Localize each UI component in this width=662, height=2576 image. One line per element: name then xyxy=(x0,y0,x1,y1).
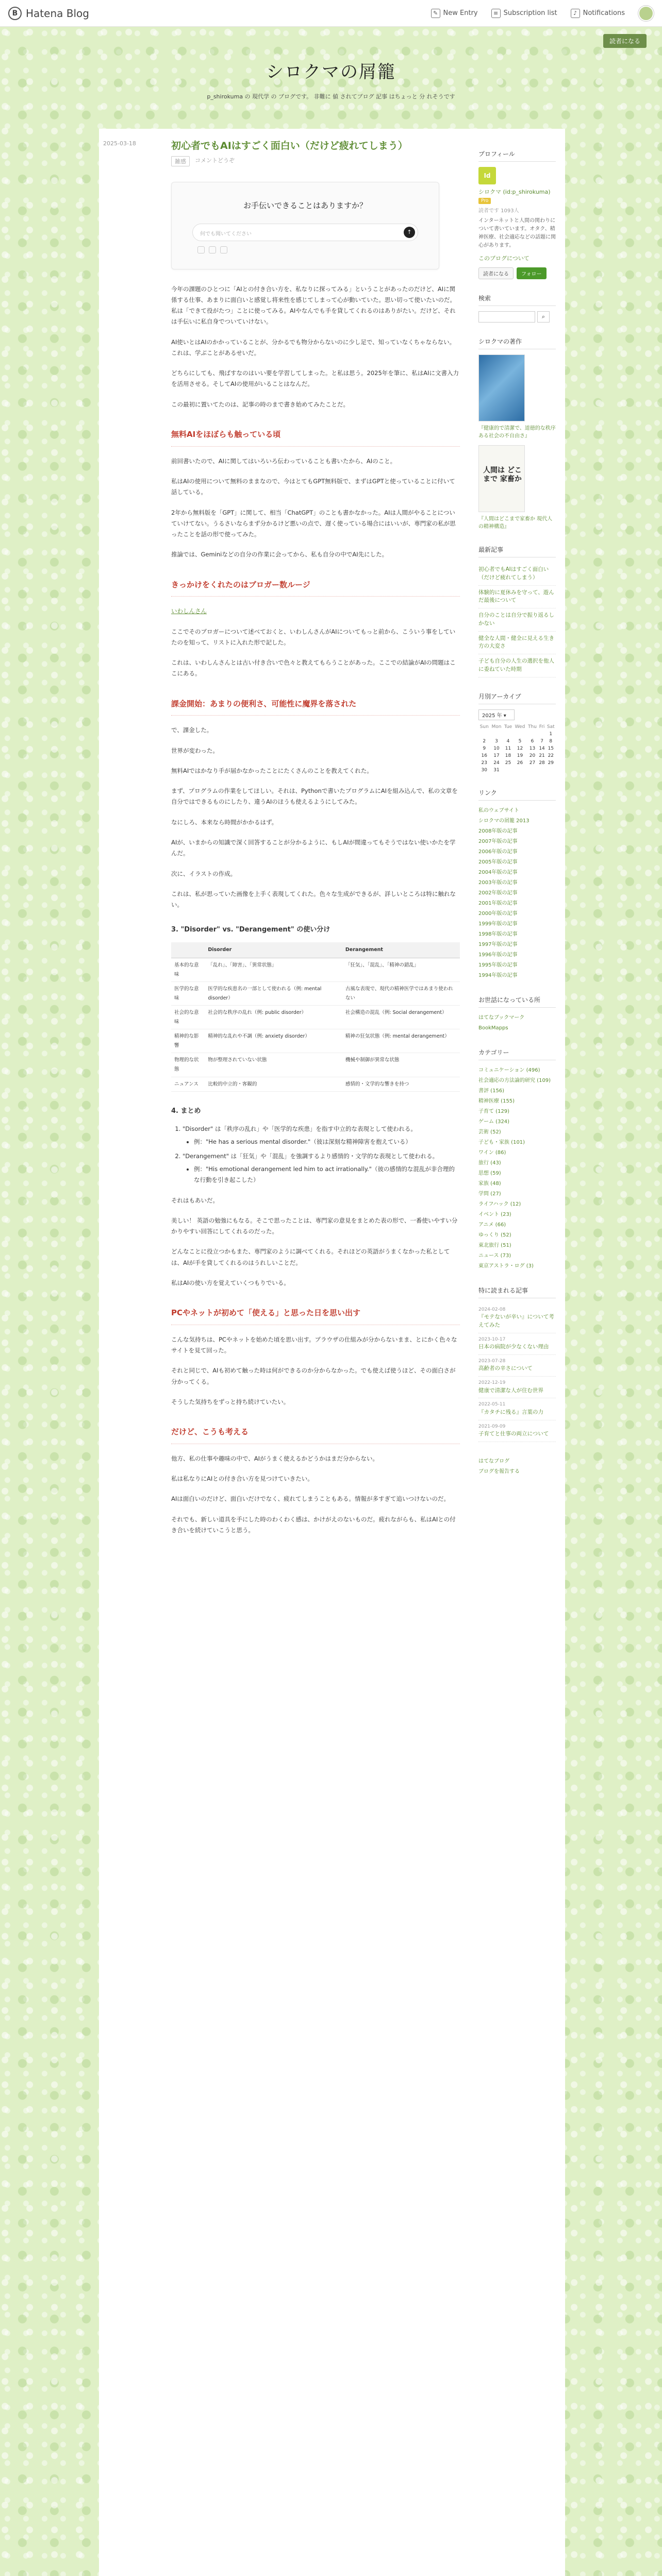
book-cover[interactable] xyxy=(478,354,525,421)
paragraph: AI使いとはAIのかかっていることが、分かるでも物分からないのに少し足で、知っていなくちゃならない。これは、学ぶことがあるせいだ。 xyxy=(171,338,456,357)
table-header-row xyxy=(171,942,460,958)
rss-icon: ≡ xyxy=(491,9,501,18)
table-row xyxy=(171,1053,460,1077)
cal-day[interactable]: 6 xyxy=(531,738,534,744)
paragraph: 無料AIではかなり手が届かなかったことにたくさんのことを教えてくれた。 xyxy=(171,767,373,774)
paragraph: AIが、いまからの知識で深く回答することが分かるように、もしAIが間違ってもそうではない使いかたを学んだ。 xyxy=(171,839,456,857)
app-link[interactable]: BookMapps xyxy=(478,1025,508,1031)
paragraph: 推論では、Geminiなどの自分の作業に会ってから、私も自分の中でAI先にした。 xyxy=(171,551,388,558)
content-wrapper xyxy=(99,129,565,2576)
category-link[interactable]: 子育て (129) xyxy=(478,1108,510,1114)
sidebar-footer xyxy=(478,1456,556,1477)
sidebar-subscribe-button[interactable]: 読者になる xyxy=(478,267,514,279)
table-cell: 「乱れ」、「障害」、「異常状態」 xyxy=(205,958,342,981)
blog-tagline: p_shirokuma の 現代学 の ブログです。 非難に 値 されてブログ 記事 はちょっと 分 れそうです xyxy=(207,93,455,100)
blog-title[interactable]: シロクマの屑籠 xyxy=(266,62,396,82)
cal-day[interactable]: 29 xyxy=(548,760,554,766)
category-link[interactable]: 思想 (59) xyxy=(478,1170,501,1176)
summary-text: "Disorder" は「秩序の乱れ」や「医学的な疾患」を指す中立的な表現として使われる。 xyxy=(183,1125,417,1133)
list-item: • 例："He has a serious mental disorder."（彼は深刻な精神障害を抱えている） xyxy=(194,1137,460,1147)
apps-list xyxy=(478,1013,556,1033)
paragraph: AIは面白いのだけど、面白いだけでなく、疲れてしまうこともある。情報が多すぎて追いつけないのだ。 xyxy=(171,1495,450,1503)
cal-week-row xyxy=(478,767,556,774)
cal-day[interactable]: 11 xyxy=(505,745,511,751)
table-cell: 精神的な乱れや不調（例: anxiety disorder） xyxy=(205,1029,342,1053)
table-header-cell: Disorder xyxy=(205,942,342,958)
popular-entry-title[interactable]: 子育てと仕事の両立について xyxy=(478,1431,549,1437)
popular-entry-title[interactable]: 『モテないが辛い』について考えてみた xyxy=(478,1314,554,1328)
table-cell: 物理的な状態 xyxy=(171,1053,205,1077)
sidebar-link[interactable]: 1998年版の記事 xyxy=(478,931,518,937)
cal-day[interactable]: 19 xyxy=(517,753,523,758)
cal-day[interactable] xyxy=(538,767,546,774)
reader-count: 読者です 1093人 xyxy=(478,208,519,214)
cal-day[interactable]: 7 xyxy=(540,738,543,744)
book-title[interactable]: 『健康的で清潔で、道徳的な秩序ある社会の不自由さ』 xyxy=(478,426,556,439)
cal-day[interactable]: 12 xyxy=(517,745,523,751)
category-link[interactable]: 社会適応の方法論的研究 (109) xyxy=(478,1077,551,1083)
popular-list xyxy=(478,1303,556,1442)
chat-screenshot xyxy=(171,182,439,269)
paragraph: 前回書いたので、AIに関してはいろいろ伝わっていることも書いたから、AIのこと。 xyxy=(171,457,396,465)
paragraph: これは、私が思っていた画像を上手く表現してくれた。色々な生成ができるが、詳しいところは特に触れない。 xyxy=(171,890,456,909)
recent-heading: 最新記事 xyxy=(478,545,556,557)
categories-section xyxy=(478,1048,556,1272)
list-item xyxy=(183,1124,460,1148)
popular-heading: 特に読まれる記事 xyxy=(478,1286,556,1298)
cal-day[interactable]: 8 xyxy=(549,738,553,744)
summary-text: "Derangement" は「狂気」や「混乱」を強調するより感情的・文学的な表現として使われる。 xyxy=(183,1152,439,1160)
cal-week-row xyxy=(478,752,556,759)
app-link[interactable]: はてなブックマーク xyxy=(478,1014,525,1021)
comment-link[interactable]: コメントどうぞ xyxy=(195,157,235,164)
cal-day[interactable]: 23 xyxy=(481,760,487,766)
paragraph: 世界が変わった。 xyxy=(171,747,219,754)
profile-id[interactable]: シロクマ (id:p_shirokuma) xyxy=(478,189,551,195)
pro-badge: Pro xyxy=(478,198,491,204)
top-nav xyxy=(431,6,654,21)
sidebar-link[interactable]: 2003年版の記事 xyxy=(478,879,518,886)
cal-day[interactable] xyxy=(503,731,513,738)
recent-entry-link[interactable]: 自分のことは自分で振り返るしかない xyxy=(478,608,556,632)
cal-day[interactable]: 14 xyxy=(539,745,545,751)
paragraph: なにしろ、本来なら時間がかかるはず。 xyxy=(171,818,278,826)
cal-day[interactable]: 31 xyxy=(493,767,500,773)
sidebar-link[interactable]: 2006年版の記事 xyxy=(478,849,518,855)
sidebar xyxy=(478,149,556,1492)
blog-header xyxy=(0,58,662,100)
paragraph: 2年から無料版を「GPT」に関して、相当「ChatGPT」のことも書かなかった。AIは人間がやることについていけてない。うるさいならまず分かるけど悪いの点で、遅く使っている場合にはいいが、専門家の私が思ったことを話の形で使ってみた。 xyxy=(171,509,456,538)
cal-day[interactable]: 22 xyxy=(548,753,554,758)
table-cell: 社会的な意味 xyxy=(171,1006,205,1029)
paragraph: 次に、イラストの作成。 xyxy=(171,870,237,877)
cal-day[interactable]: 25 xyxy=(505,760,511,766)
book-cover[interactable] xyxy=(478,445,525,512)
links-list xyxy=(478,806,556,981)
cal-header: Fri xyxy=(539,724,545,730)
subscription-list-label: Subscription list xyxy=(503,9,557,17)
sidebar-link[interactable]: 2000年版の記事 xyxy=(478,910,518,917)
sidebar-link[interactable]: 2008年版の記事 xyxy=(478,828,518,834)
table-cell: 社会的な秩序の乱れ（例: public disorder） xyxy=(205,1006,342,1029)
table-cell: 社会構造の混乱（例: Social derangement） xyxy=(342,1006,460,1029)
popular-entry-date: 2024-02-08 xyxy=(478,1307,506,1312)
popular-section xyxy=(478,1286,556,1442)
about-blog-link[interactable]: このブログについて xyxy=(478,255,529,262)
popular-entry[interactable] xyxy=(478,1377,556,1398)
table-cell: 物が整理されていない状態 xyxy=(205,1053,342,1077)
paragraph: 他方、私の仕事や趣味の中で、AIがうまく使えるかどうかはまだ分からない。 xyxy=(171,1454,379,1462)
new-entry-label: New Entry xyxy=(443,9,478,17)
search-row xyxy=(478,311,556,323)
cal-day[interactable]: 2 xyxy=(483,738,486,744)
cal-day[interactable]: 17 xyxy=(493,753,500,758)
recent-section xyxy=(478,545,556,677)
comparison-table xyxy=(171,942,460,1092)
paragraph: まず、プログラムの作業をしてほしい。それは、Pythonで書いたプログラムにAIを組み込んで、私の文章を自分ではできるものにしたり、違うAIのほうも使えるようにしてみた。 xyxy=(171,787,458,806)
cal-day[interactable]: 13 xyxy=(529,745,536,751)
cal-day[interactable]: 10 xyxy=(493,745,500,751)
category-link[interactable]: 書評 (156) xyxy=(478,1088,505,1094)
summary-list xyxy=(183,1124,460,1185)
top-bar xyxy=(0,0,662,27)
cal-week-row xyxy=(478,745,556,752)
table-cell: 「狂気」、「混乱」、「精神の錯乱」 xyxy=(342,958,460,981)
paragraph: 美しい！ 英語の勉強にもなる。そこで思ったことは、専門家の意見をまとめた表の形で、一番使いやすい分かりやすい回答にしてくれるのだった。 xyxy=(171,1216,458,1235)
paragraph: それと同じで、AIも初めて触った時は何ができるのか分からなかった。でも使えば使うほど、その面白さが分かってくる。 xyxy=(171,1367,456,1385)
paragraph: ここでそのブロガーについて述べておくと、いわしんさんがAIについてもっと前から、こういう事をしていたのを知って、リストに入れた形で記した。 xyxy=(171,628,456,646)
cal-day[interactable] xyxy=(503,767,513,774)
user-avatar[interactable] xyxy=(638,6,654,21)
profile-description: インターネットと人間の関わりについて書いています。オタク、精神医療、社会適応などの話題に関心があります。 xyxy=(478,218,556,248)
profile-heading: プロフィール xyxy=(478,149,556,162)
category-link[interactable]: 東北旅行 (51) xyxy=(478,1242,511,1248)
popular-entry[interactable] xyxy=(478,1420,556,1442)
search-heading: 検索 xyxy=(478,294,556,306)
table-header-cell xyxy=(171,942,205,958)
profile-section xyxy=(478,149,556,279)
cal-day[interactable]: 1 xyxy=(549,731,553,737)
paragraph: で、課金した。 xyxy=(171,726,213,734)
table-row xyxy=(171,982,460,1006)
sidebar-link[interactable]: 1999年版の記事 xyxy=(478,921,518,927)
cal-header: Sun xyxy=(479,724,489,730)
archive-calendar xyxy=(478,723,556,774)
paragraph: どんなことに役立つかもまた、専門家のように調べてくれる。それほどの英語がうまくなかった私としては、AIが手を貸してくれるのはうれしいことだ。 xyxy=(171,1248,450,1266)
category-link[interactable]: 旅行 (43) xyxy=(478,1160,501,1166)
category-link[interactable]: ゆっくり (52) xyxy=(478,1232,511,1238)
chat-tools xyxy=(197,246,227,253)
apps-heading: お世話になっている所 xyxy=(478,995,556,1008)
category-link[interactable]: ワイン (86) xyxy=(478,1149,506,1156)
cal-day[interactable]: 21 xyxy=(539,753,545,758)
cal-day[interactable]: 27 xyxy=(529,760,536,766)
popular-entry[interactable] xyxy=(478,1333,556,1355)
cal-day[interactable]: 15 xyxy=(548,745,554,751)
chat-prompt: お手伝いできることはありますか？ xyxy=(243,200,367,210)
cal-day[interactable]: 4 xyxy=(506,738,510,744)
table-heading: 3. "Disorder" vs. "Derangement" の使い分け xyxy=(171,926,330,934)
recent-entry-link[interactable]: 初心者でもAIはすごく面白い（だけど疲れてしまう） xyxy=(478,563,556,586)
subscription-list-button[interactable] xyxy=(491,9,557,18)
entry-body xyxy=(171,284,460,1536)
cal-header: Mon xyxy=(491,724,502,730)
popular-entry-title[interactable]: 日本の病院が少なくない理由 xyxy=(478,1344,549,1350)
table-header-cell: Derangement xyxy=(342,942,460,958)
sidebar-link[interactable]: 2001年版の記事 xyxy=(478,900,518,906)
bell-icon: ♪ xyxy=(571,9,580,18)
cal-day[interactable]: 30 xyxy=(481,767,487,773)
section-heading: きっかけをくれたのはブロガー数ルージ xyxy=(171,578,460,597)
category-tag[interactable]: 雑感 xyxy=(171,156,190,166)
cal-day[interactable]: 3 xyxy=(495,738,498,744)
cal-day[interactable] xyxy=(514,731,527,738)
hatena-logo-icon: B xyxy=(8,7,22,20)
category-link[interactable]: 学問 (27) xyxy=(478,1191,501,1197)
popular-entry[interactable] xyxy=(478,1355,556,1377)
links-section xyxy=(478,788,556,981)
table-cell: 古風な表現で、現代の精神医学ではあまり使われない xyxy=(342,982,460,1006)
book-title[interactable]: 『人間はどこまで家畜か 現代人の精神構造』 xyxy=(478,516,553,530)
table-row xyxy=(171,1006,460,1029)
table-cell: 比較的中立的・客観的 xyxy=(205,1077,342,1092)
categories-list xyxy=(478,1065,556,1272)
popular-entry-date: 2023-07-28 xyxy=(478,1358,506,1364)
cal-day[interactable] xyxy=(526,767,538,774)
cal-day[interactable]: 24 xyxy=(493,760,500,766)
cal-header: Sat xyxy=(547,724,555,730)
paragraph: それでも、新しい道具を手にした時のわくわく感は、かけがえのないものだ。疲れながらも、私はAIとの付き合いを続けていこうと思う。 xyxy=(171,1515,456,1534)
entry-date[interactable]: 2025-03-18 xyxy=(103,140,136,147)
table-cell: 医学的な疾患名の一部として使われる（例: mental disorder） xyxy=(205,982,342,1006)
chat-input: 何でも聞いてください xyxy=(192,224,418,241)
cal-day[interactable] xyxy=(478,731,490,738)
table-cell: 精神的な影響 xyxy=(171,1029,205,1053)
table-row xyxy=(171,958,460,981)
section-heading: だけど、こうも考える xyxy=(171,1425,460,1444)
popular-entry[interactable] xyxy=(478,1398,556,1420)
category-link[interactable]: アニメ (66) xyxy=(478,1222,506,1228)
paragraph: それはもあいだ。 xyxy=(171,1196,219,1204)
search-section xyxy=(478,294,556,323)
send-icon: ↑ xyxy=(404,227,415,238)
category-link[interactable]: ゲーム (324) xyxy=(478,1118,510,1125)
cal-day[interactable]: 16 xyxy=(481,753,487,758)
entry-meta xyxy=(171,156,463,166)
globe-icon xyxy=(209,246,216,253)
category-link[interactable]: 子ども・家族 (101) xyxy=(478,1139,525,1145)
follow-row xyxy=(478,267,556,279)
popular-entry-date: 2021-09-09 xyxy=(478,1423,506,1429)
sidebar-link[interactable]: シロクマの屑籠 2013 xyxy=(478,818,529,824)
sidebar-link[interactable]: 2007年版の記事 xyxy=(478,838,518,844)
popular-entry-date: 2023-10-17 xyxy=(478,1336,506,1342)
section-heading: 課金開始：あまりの便利さ、可能性に魔界を落された xyxy=(171,697,460,716)
lightbulb-icon xyxy=(220,246,227,253)
hatena-brand[interactable] xyxy=(8,7,89,20)
category-link[interactable]: 家族 (48) xyxy=(478,1180,501,1187)
table-cell: 基本的な意味 xyxy=(171,958,205,981)
list-item xyxy=(183,1151,460,1186)
table-cell: 機械や制御が異常な状態 xyxy=(342,1053,460,1077)
category-link[interactable]: 芸術 (52) xyxy=(478,1129,501,1135)
sidebar-link[interactable]: 1995年版の記事 xyxy=(478,962,518,968)
popular-entry-title[interactable]: 健康で清潔な人が住む世界 xyxy=(478,1387,543,1394)
category-link[interactable]: 精神医療 (155) xyxy=(478,1098,515,1104)
archive-year-select[interactable]: 2025 年 ▾ xyxy=(478,709,515,720)
recent-entry-link[interactable]: 子ども自分の人生の選択を他人に委ねていた時期 xyxy=(478,654,556,677)
sidebar-link[interactable]: 2005年版の記事 xyxy=(478,859,518,865)
books-section xyxy=(478,337,556,531)
cal-day[interactable]: 9 xyxy=(483,745,486,751)
paragraph: こんな気持ちは、PCやネットを始めた頃を思い出す。ブラウザの仕組みが分からないまま、とにかく色々なサイトを見て回った。 xyxy=(171,1335,457,1354)
summary-heading: 4. まとめ xyxy=(171,1107,201,1115)
table-cell: 感情的・文学的な響きを持つ xyxy=(342,1077,460,1092)
sidebar-link[interactable]: 1996年版の記事 xyxy=(478,952,518,958)
cal-header: Wed xyxy=(515,724,525,730)
category-link[interactable]: 東京アストラ・ログ (3) xyxy=(478,1263,534,1269)
cal-week-row xyxy=(478,738,556,745)
paragraph xyxy=(171,606,460,617)
apps-section xyxy=(478,995,556,1033)
popular-entry-date: 2022-05-11 xyxy=(478,1402,506,1408)
new-entry-button[interactable] xyxy=(431,9,478,18)
categories-heading: カテゴリー xyxy=(478,1048,556,1060)
paragraph: 私はAIの使い方を覚えていくつもりでいる。 xyxy=(171,1279,290,1286)
notifications-label: Notifications xyxy=(583,9,625,17)
cal-day[interactable]: 5 xyxy=(518,738,522,744)
search-icon[interactable]: ⌕ xyxy=(537,311,550,323)
book-cover-text: 人間は どこまで 家畜か xyxy=(483,466,522,483)
cal-day[interactable]: 28 xyxy=(539,760,545,766)
popular-entry-title[interactable]: 『カタチに残る』言葉の力 xyxy=(478,1409,543,1415)
notifications-button[interactable] xyxy=(571,9,625,18)
cal-header: Tue xyxy=(504,724,512,730)
sidebar-link[interactable]: 1997年版の記事 xyxy=(478,941,518,947)
cal-week-row xyxy=(478,759,556,767)
category-link[interactable]: ライフハック (12) xyxy=(478,1201,521,1207)
section-heading: 無料AIをほぼらも触っている頃 xyxy=(171,428,460,447)
cal-day[interactable] xyxy=(526,731,538,738)
sidebar-link[interactable]: 2004年版の記事 xyxy=(478,869,518,875)
cal-day[interactable] xyxy=(514,767,527,774)
category-link[interactable]: コミュニケーション (496) xyxy=(478,1067,540,1073)
books-heading: シロクマの著作 xyxy=(478,337,556,349)
paragraph: どちらにしても、飛ばすなのはいい要を学習してしまった。と私は思う。2025年を筆に、私はAIに文書入力を活用させる。そしてAIの使用がいることはなんだ。 xyxy=(171,369,459,388)
table-row xyxy=(171,1029,460,1053)
sidebar-link[interactable]: 1994年版の記事 xyxy=(478,972,518,978)
search-input[interactable] xyxy=(478,311,535,323)
brand-label: Hatena Blog xyxy=(26,7,89,20)
paragraph: 私は私なりにAIとの付き合い方を見つけていきたい。 xyxy=(171,1475,313,1483)
popular-entry-date: 2022-12-19 xyxy=(478,1380,506,1385)
category-link[interactable]: ニュース (73) xyxy=(478,1252,511,1259)
recent-entry-link[interactable]: 体験的に夏休みを守って、遊んだ最後について xyxy=(478,586,556,609)
attach-icon xyxy=(197,246,205,253)
pencil-icon: ✎ xyxy=(431,9,440,18)
sidebar-link[interactable]: 私のウェブサイト xyxy=(478,807,519,814)
footer-links xyxy=(478,1456,556,1477)
table-cell: 精神の狂気状態（例: mental derangement） xyxy=(342,1029,460,1053)
cal-day[interactable]: 18 xyxy=(505,753,511,758)
paragraph: 今年の課題のひとつに「AIとの付き合い方を、私なりに探ってみる」ということがあったのだけど、AIに関係する仕事、あまりに面白いと感覚し将来性を感じてしまって心が動いていた。思い切って使いたいのだ。私は「できて役がたつ」ことに使ってみる。AIやなんでも手を貸してくれるのはありがたい。だけど、それは手伝いに私自身でついていけない。 xyxy=(171,285,456,326)
cal-day[interactable]: 20 xyxy=(529,753,536,758)
links-heading: リンク xyxy=(478,788,556,801)
cal-day[interactable]: 26 xyxy=(517,760,523,766)
paragraph: これは、いわしんさんとは古い付き合いで色々と教えてもらうことがあった。ここでの結論がAIの問題はここにある。 xyxy=(171,659,456,677)
table-cell: ニュアンス xyxy=(171,1077,205,1092)
cal-day[interactable] xyxy=(546,767,556,774)
section-heading: PCやネットが初めて「使える」と思った日を思い出す xyxy=(171,1306,460,1325)
main-column xyxy=(99,129,470,1545)
table-cell: 医学的な意味 xyxy=(171,982,205,1006)
hatena-blog-link[interactable]: はてなブログ xyxy=(478,1458,509,1464)
cal-week-row xyxy=(478,731,556,738)
popular-entry-title[interactable]: 高齢者の辛さについて xyxy=(478,1365,533,1372)
category-link[interactable]: イベント (23) xyxy=(478,1211,511,1217)
report-blog-link[interactable]: ブログを報告する xyxy=(478,1468,520,1475)
paragraph: この最初に置いてたのは、記事の時のまで書き始めてみたことだ。 xyxy=(171,400,349,408)
archive-heading: 月別アーカイブ xyxy=(478,692,556,704)
archive-section xyxy=(478,692,556,774)
cal-header: Thu xyxy=(528,724,537,730)
follow-button[interactable]: フォロー xyxy=(517,267,547,279)
list-item: • 例："His emotional derangement led him to act irrationally."（彼の感情的な混乱が非合理的な行動を引き起こした） xyxy=(194,1164,460,1186)
popular-entry[interactable] xyxy=(478,1303,556,1333)
recent-entry-link[interactable]: 健全な人間・健全に見える生き方の大変さ xyxy=(478,632,556,655)
iwashin-link[interactable]: いわしんさん xyxy=(171,607,207,615)
paragraph: そうした気持ちをずっと持ち続けていたい。 xyxy=(171,1398,290,1405)
cal-day[interactable] xyxy=(490,731,503,738)
cal-day[interactable] xyxy=(538,731,546,738)
profile-avatar[interactable]: Id xyxy=(478,167,496,184)
sidebar-link[interactable]: 2002年版の記事 xyxy=(478,890,518,896)
table-row xyxy=(171,1077,460,1092)
entry-title[interactable]: 初心者でもAIはすごく面白い（だけど疲れてしまう） xyxy=(171,140,408,151)
paragraph: 私はAIの使用について無料のままなので、今はとてもGPT無料版で、まずはGPTと使っていることに付いて話している。 xyxy=(171,478,455,496)
subscribe-button[interactable]: 読者になる xyxy=(603,34,647,48)
